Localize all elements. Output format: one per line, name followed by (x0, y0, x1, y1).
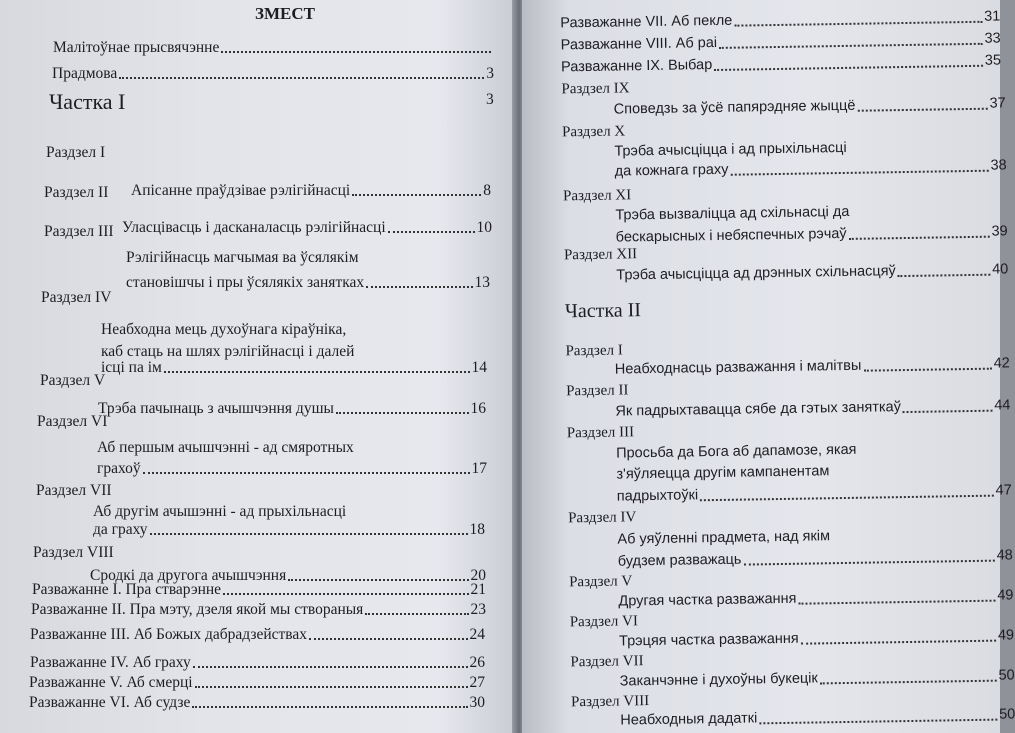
toc-entry-dedication (53, 38, 493, 57)
page-number: 50 (998, 667, 1015, 684)
entry-text: Неабходнасць разважання і малітвы (614, 357, 862, 378)
entry-text: Разважанне VI. Аб судзе (29, 694, 191, 711)
section-label: Раздзел V (569, 573, 633, 591)
entry-text: Сродкі да другога ачышчэння (90, 567, 287, 584)
entry-text: Рэлігійнасць магчымая ва ўсялякім (126, 249, 359, 266)
dot-leader (743, 560, 994, 566)
page-number: 33 (984, 30, 1001, 47)
dot-leader (150, 533, 468, 535)
dot-leader (801, 640, 996, 645)
entry-text: Споведзь за ўсё папярэдняе жыццё (613, 97, 856, 118)
page-number: 49 (997, 627, 1015, 644)
toc-entry (616, 222, 1008, 247)
entry-text: Разважанне III. Аб Божых дабрадзействах (30, 626, 308, 643)
entry-text: Апісанне праўдзівае рэлігійнасці (131, 182, 351, 199)
section-label: Раздзел VIII (570, 693, 650, 711)
toc-entry (618, 546, 1013, 571)
entry-text: Як падрыхтавацца сябе да гэтых заняткаў (615, 399, 902, 420)
dot-leader (799, 600, 996, 605)
entry-text: Неабходна мець духоўнага кіраўніка, (101, 321, 347, 338)
page-number: 10 (476, 219, 492, 236)
section-label: Раздзел VII (36, 482, 112, 499)
entry-text: Трэба вызваліцца ад схільнасці да (615, 203, 850, 224)
entry-text: Аб другім ачышэнні - ад прыхільнасці (93, 503, 347, 520)
dot-leader (352, 194, 481, 196)
dot-leader (863, 368, 991, 372)
entry-text: Разважанне II. Пра мэту, дзеля якой мы створаныя (31, 601, 364, 618)
section-label: Раздзел VI (569, 613, 639, 631)
right-page (522, 0, 1015, 733)
entry-text: Заканчэнне і духоўны букецік (619, 670, 818, 690)
entry-text: ісці па ім (101, 359, 162, 376)
entry-text: да граху (93, 521, 148, 538)
section-label: Раздзел IV (568, 509, 637, 527)
page-number: 27 (469, 674, 485, 691)
contents-title: ЗМЕСТ (255, 4, 315, 23)
toc-entry (97, 459, 487, 478)
dot-leader (336, 412, 469, 414)
dot-leader (195, 686, 468, 688)
toc-entry-meditation (561, 51, 1001, 77)
toc-entry (101, 358, 487, 377)
page-number: 31 (984, 8, 1001, 25)
dot-leader (223, 593, 468, 595)
toc-entry-meditation (560, 7, 1000, 33)
entry-text: з'яўляецца другім кампанентам (616, 463, 830, 483)
toc-entry (615, 396, 1010, 421)
entry-text: Аб уяўленні прадмета, над якім (617, 528, 831, 548)
page-number: 14 (471, 359, 487, 376)
dot-leader (734, 21, 982, 27)
page-number: 21 (470, 581, 486, 598)
entry-text: Разважанне IV. Аб граху (30, 654, 191, 671)
toc-entry (619, 626, 1014, 651)
dot-leader (714, 65, 983, 71)
toc-entry (620, 705, 1015, 730)
page-number: 17 (471, 460, 487, 477)
dot-leader (388, 231, 475, 233)
dot-leader (857, 108, 987, 112)
entry-text: каб стаць на шлях рэлігійнасці і далей (101, 343, 355, 360)
dot-leader (366, 286, 472, 288)
entry-text: Малітоўнае прысвячэнне (53, 39, 220, 56)
toc-entry (98, 399, 486, 418)
dot-leader (730, 170, 988, 176)
toc-entry-meditation (32, 580, 486, 599)
page-number: 13 (474, 274, 490, 291)
section-label: Раздзел I (565, 342, 623, 360)
page-number: 30 (469, 694, 485, 711)
toc-entry-meditation (31, 600, 486, 619)
entry-text: падрыхтоўкі (616, 487, 699, 505)
toc-entry (131, 181, 491, 200)
dot-leader (719, 43, 982, 49)
entry-text: Трэцяя частка разважання (618, 630, 799, 650)
section-label: Раздзел VI (37, 413, 108, 430)
page-number: 3 (486, 65, 494, 82)
dot-leader (365, 613, 468, 615)
entry-text: становішчы і пры ўсялякіх занятках (126, 274, 365, 291)
toc-entry-meditation (29, 673, 485, 692)
section-label: Раздзел III (566, 424, 635, 442)
page-number: 8 (483, 182, 491, 199)
page-number: 3 (486, 91, 494, 108)
toc-entry-preface (52, 64, 494, 83)
section-label: Раздзел XI (562, 187, 632, 205)
toc-entry-meditation (30, 625, 485, 644)
section-label: Раздзел V (40, 372, 106, 389)
toc-entry-meditation (561, 29, 1001, 55)
section-label: Раздзел IV (41, 289, 112, 306)
dot-leader (193, 666, 468, 668)
page-number: 44 (994, 397, 1011, 414)
entry-text: Трэба ачысціцца і ад прыхільнасці (614, 139, 847, 160)
dot-leader (221, 51, 491, 53)
entry-text: Трэба пачынаць з ачышчэння душы (98, 400, 334, 417)
page-number: 49 (997, 587, 1014, 604)
entry-text: Неабходныя дадаткі (620, 710, 758, 729)
entry-text: бескарысных і небяспечных рэчаў (615, 225, 847, 246)
entry-text: Уласцівасць і дасканаласць рэлігійнасці (122, 219, 386, 236)
toc-entry (122, 218, 492, 237)
section-label: Раздзел VII (570, 653, 644, 671)
entry-text: Разважанне VIII. Аб раі (560, 34, 718, 54)
dot-leader (903, 410, 992, 413)
entry-text: Прадмова (52, 65, 118, 82)
toc-entry-meditation (30, 653, 485, 672)
page-number: 35 (984, 52, 1002, 69)
dot-leader (119, 77, 484, 79)
page-number: 48 (996, 547, 1013, 564)
page-number: 38 (990, 157, 1007, 174)
section-label: Раздзел XII (563, 246, 638, 264)
page-number: 39 (991, 223, 1008, 240)
toc-entry-meditation (29, 693, 485, 712)
page-number: 50 (999, 706, 1015, 723)
entry-text: да кожнага граху (614, 161, 729, 180)
dot-leader (849, 236, 990, 240)
toc-entry (617, 481, 1012, 506)
entry-text: Разважанне V. Аб смерці (29, 674, 193, 691)
page-number: 20 (470, 567, 486, 584)
section-label: Раздзел II (44, 184, 109, 201)
page-number: 37 (989, 95, 1006, 112)
toc-entry (93, 520, 485, 539)
dot-leader (820, 680, 997, 685)
entry-text: Просьба да Бога аб дапамозе, якая (616, 441, 857, 462)
section-label: Раздзел IX (561, 80, 630, 98)
dot-leader (700, 495, 994, 502)
toc-entry (616, 260, 1008, 285)
toc-entry (126, 273, 490, 292)
page-number: 16 (470, 400, 486, 417)
section-label: Раздзел II (566, 382, 629, 400)
entry-text: Разважанне IX. Выбар (560, 57, 713, 76)
entry-text: Аб першым ачышчэнні - ад смяротных (97, 439, 354, 456)
page-number: 23 (470, 601, 486, 618)
page-number: 26 (469, 654, 485, 671)
dot-leader (164, 371, 470, 373)
page-number: 40 (992, 261, 1009, 278)
dot-leader (759, 719, 997, 725)
entry-text: Разважанне VII. Аб пекле (560, 12, 733, 32)
dot-leader (192, 706, 467, 708)
entry-text: Разважанне I. Пра стварэнне (32, 581, 222, 598)
page-number: 24 (469, 626, 485, 643)
toc-entry (614, 94, 1006, 119)
toc-entry (620, 666, 1015, 691)
page-number: 47 (995, 482, 1012, 499)
toc-entry (618, 586, 1013, 611)
toc-entry (615, 354, 1010, 379)
part-heading: Частка I (49, 89, 126, 114)
entry-text: Другая частка разважання (618, 590, 797, 610)
dot-leader (898, 274, 990, 277)
dot-leader (143, 472, 470, 474)
section-label: Раздзел VIII (33, 544, 114, 561)
entry-text: Трэба ачысціцца ад дрэнных схільнасцяў (616, 263, 896, 284)
page-number: 42 (993, 355, 1010, 372)
page-number: 18 (469, 521, 485, 538)
section-label: Раздзел I (46, 144, 106, 161)
part-heading: Частка II (564, 299, 642, 323)
section-label: Раздзел X (561, 123, 626, 141)
entry-text: будзем разважаць (617, 551, 742, 570)
entry-text: грахоў (97, 460, 141, 477)
section-label: Раздзел III (44, 223, 114, 240)
dot-leader (309, 638, 467, 640)
